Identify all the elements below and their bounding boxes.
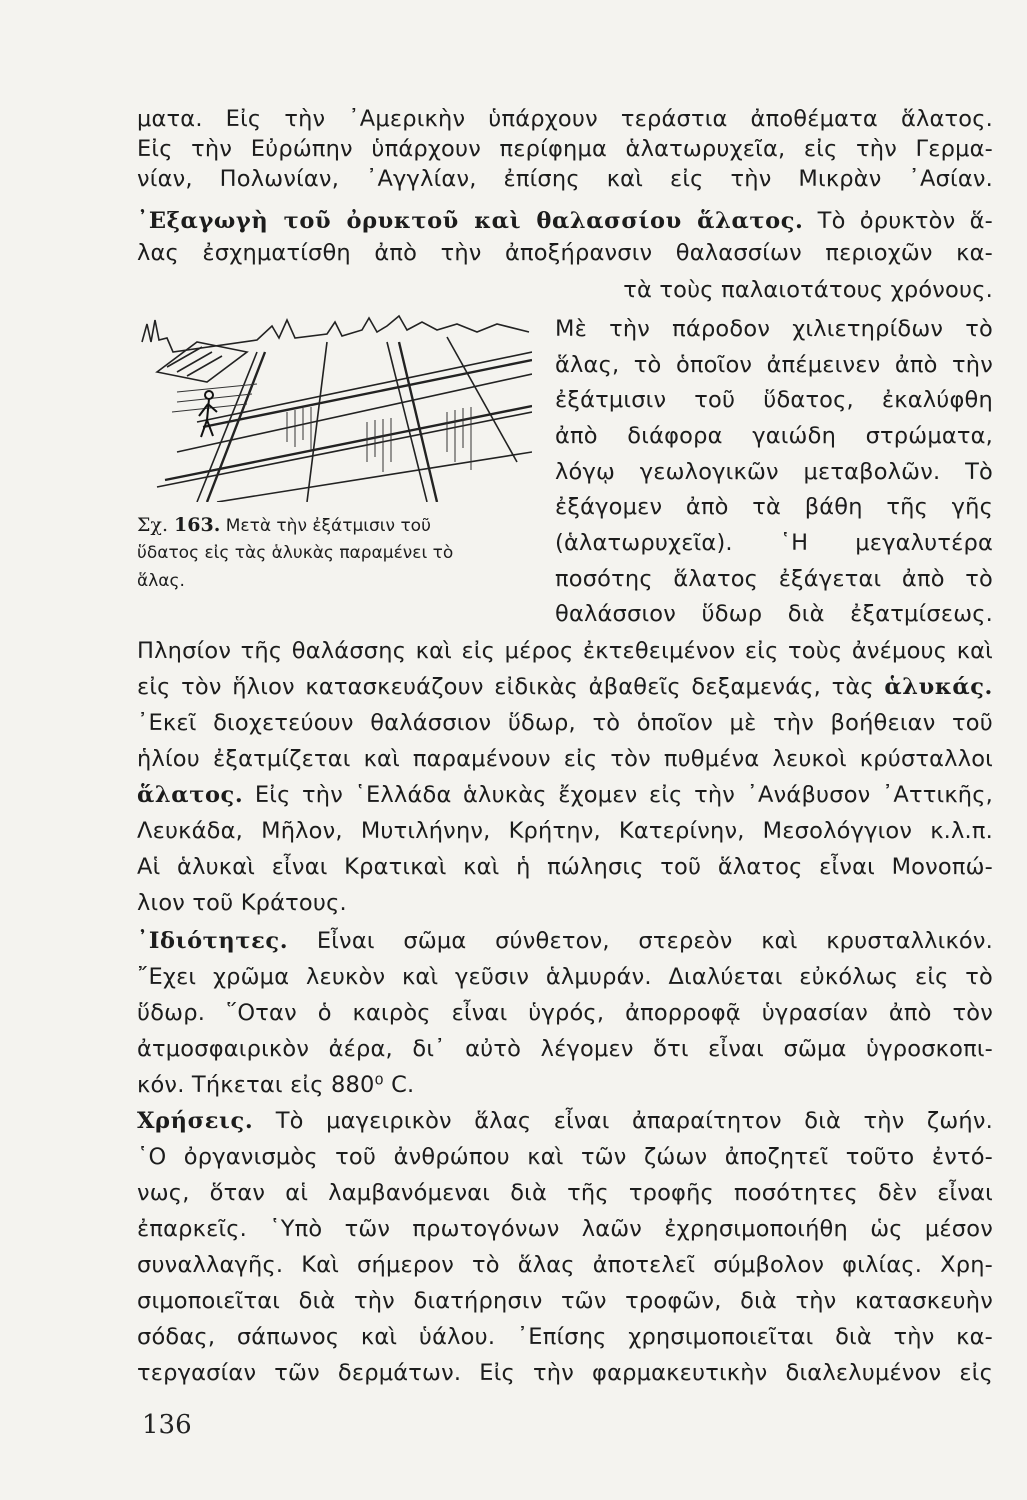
text-line: ἐπαρκεῖς. ῾Υπὸ τῶν πρωτογόνων λαῶν ἐχρησιμοποιήθη ὡς μέσον [137, 1216, 993, 1242]
text-line: σόδας, σάπωνος καὶ ὑάλου. ᾿Επίσης χρησιμοποιεῖται διὰ τὴν κα- [137, 1324, 993, 1350]
text-line: (ἁλατωρυχεῖα). ῾Η μεγαλυτέρα [555, 530, 993, 556]
text-line: κόν. Τήκεται εἰς 880⁰ C. [137, 1072, 415, 1098]
text-line: εἰς τὸν ἥλιον κατασκευάζουν εἰδικὰς ἀβαθεῖς δεξαμενάς, τὰς ἁλυκάς. [137, 674, 993, 700]
text-line: ἐξάτμισιν τοῦ ὕδατος, ἐκαλύφθη [555, 387, 993, 413]
text-line: λας ἐσχηματίσθη ἀπὸ τὴν ἀποξήρανσιν θαλασσίων περιοχῶν κα- [137, 240, 993, 266]
text-line: ὕδωρ. ῞Οταν ὁ καιρὸς εἶναι ὑγρός, ἀπορροφᾷ ὑγρασίαν ἀπὸ τὸν [137, 1000, 993, 1026]
text-line: συναλλαγῆς. Καὶ σήμερον τὸ ἅλας ἀποτελεῖ σύμβολον φιλίας. Χρη- [137, 1252, 993, 1278]
text-line: ἀπὸ διάφορα γαιώδη στρώματα, [555, 423, 993, 449]
text-line: σιμοποιεῖται διὰ τὴν διατήρησιν τῶν τροφῶν, διὰ τὴν κατασκευὴν [137, 1288, 993, 1314]
text-line: Μὲ τὴν πάροδον χιλιετηρίδων τὸ [555, 316, 993, 342]
bold-term: ἅλατος. [137, 782, 244, 808]
text-line: τεργασίαν τῶν δερμάτων. Εἰς τὴν φαρμακευτικὴν διαλελυμένον εἰς [137, 1360, 993, 1386]
salt-pans-illustration [137, 312, 532, 502]
figure-number: 163. [174, 514, 221, 536]
figure-caption-line: Σχ. 163. Μετὰ τὴν ἐξάτμισιν τοῦ [137, 514, 431, 536]
text-line: ποσότης ἅλατος ἐξάγεται ἀπὸ τὸ [555, 566, 993, 592]
text-line: ἐξάγομεν ἀπὸ τὰ βάθη τῆς γῆς [555, 494, 993, 520]
text-line: ματα. Εἰς τὴν ᾿Αμερικὴν ὑπάρχουν τεράστια ἀποθέματα ἅλατος. [137, 106, 993, 132]
text-line: νως, ὅταν αἱ λαμβανόμεναι διὰ τῆς τροφῆς ποσότητες δὲν εἶναι [137, 1180, 993, 1206]
section-heading-line: Χρήσεις. Τὸ μαγειρικὸν ἅλας εἶναι ἀπαραίτητον διὰ τὴν ζωήν. [137, 1108, 993, 1134]
text-line: ἅλας, τὸ ὁποῖον ἀπέμεινεν ἀπὸ τὴν [555, 352, 993, 378]
text-line: ἡλίου ἐξατμίζεται καὶ παραμένουν εἰς τὸν πυθμένα λευκοὶ κρύσταλλοι [137, 746, 993, 772]
section-heading: ᾿Ιδιότητες. [137, 928, 289, 954]
text-line: Αἱ ἁλυκαὶ εἶναι Κρατικαὶ καὶ ἡ πώλησις τοῦ ἅλατος εἶναι Μονοπώ- [137, 854, 993, 880]
section-heading-line: ᾿Ιδιότητες. Εἶναι σῶμα σύνθετον, στερεὸν καὶ κρυσταλλικόν. [137, 928, 993, 954]
section-heading: ᾿Εξαγωγὴ τοῦ ὀρυκτοῦ καὶ θαλασσίου ἅλατος. [137, 208, 804, 234]
text-line: ῾Ο ὀργανισμὸς τοῦ ἀνθρώπου καὶ τῶν ζώων ἀποζητεῖ τοῦτο ἐντό- [137, 1144, 993, 1170]
text-line: ἅλατος. Εἰς τὴν ῾Ελλάδα ἁλυκὰς ἔχομεν εἰς τὴν ᾿Ανάβυσον ᾿Αττικῆς, [137, 782, 993, 808]
text-line: τὰ τοὺς παλαιοτάτους χρόνους. [623, 277, 993, 303]
figure-caption-line: ἅλας. [137, 571, 185, 591]
section-heading: Χρήσεις. [137, 1108, 254, 1134]
text-line: νίαν, Πολωνίαν, ᾿Αγγλίαν, ἐπίσης καὶ εἰς τὴν Μικρὰν ᾿Ασίαν. [137, 166, 993, 192]
text-line: Εἰς τὴν Εὐρώπην ὑπάρχουν περίφημα ἁλατωρυχεῖα, εἰς τὴν Γερμα- [137, 136, 993, 162]
text-line: Πλησίον τῆς θαλάσσης καὶ εἰς μέρος ἐκτεθειμένον εἰς τοὺς ἀνέμους καὶ [137, 638, 993, 664]
page-number: 136 [142, 1410, 192, 1440]
text-line: ἀτμοσφαιρικὸν ἀέρα, δι᾿ αὐτὸ λέγομεν ὅτι εἶναι σῶμα ὑγροσκοπι- [137, 1036, 993, 1062]
bold-term: ἁλυκάς. [884, 674, 993, 700]
text-line: λιον τοῦ Κράτους. [137, 890, 347, 916]
figure-label: Σχ. [137, 514, 168, 536]
section-heading-line: ᾿Εξαγωγὴ τοῦ ὀρυκτοῦ καὶ θαλασσίου ἅλατος. Τὸ ὀρυκτὸν ἅ- [137, 208, 993, 234]
text-line: θαλάσσιον ὕδωρ διὰ ἐξατμίσεως. [555, 601, 993, 627]
text-line: λόγῳ γεωλογικῶν μεταβολῶν. Τὸ [555, 459, 993, 485]
text-line: Λευκάδα, Μῆλον, Μυτιλήνην, Κρήτην, Κατερίνην, Μεσολόγγιον κ.λ.π. [137, 818, 993, 844]
figure-caption-line: ὕδατος εἰς τὰς ἁλυκὰς παραμένει τὸ [137, 543, 454, 563]
text-line: ᾿Εκεῖ διοχετεύουν θαλάσσιον ὕδωρ, τὸ ὁποῖον μὲ τὴν βοήθειαν τοῦ [137, 710, 993, 736]
text-line: ῎Εχει χρῶμα λευκὸν καὶ γεῦσιν ἁλμυράν. Διαλύεται εὐκόλως εἰς τὸ [137, 964, 993, 990]
